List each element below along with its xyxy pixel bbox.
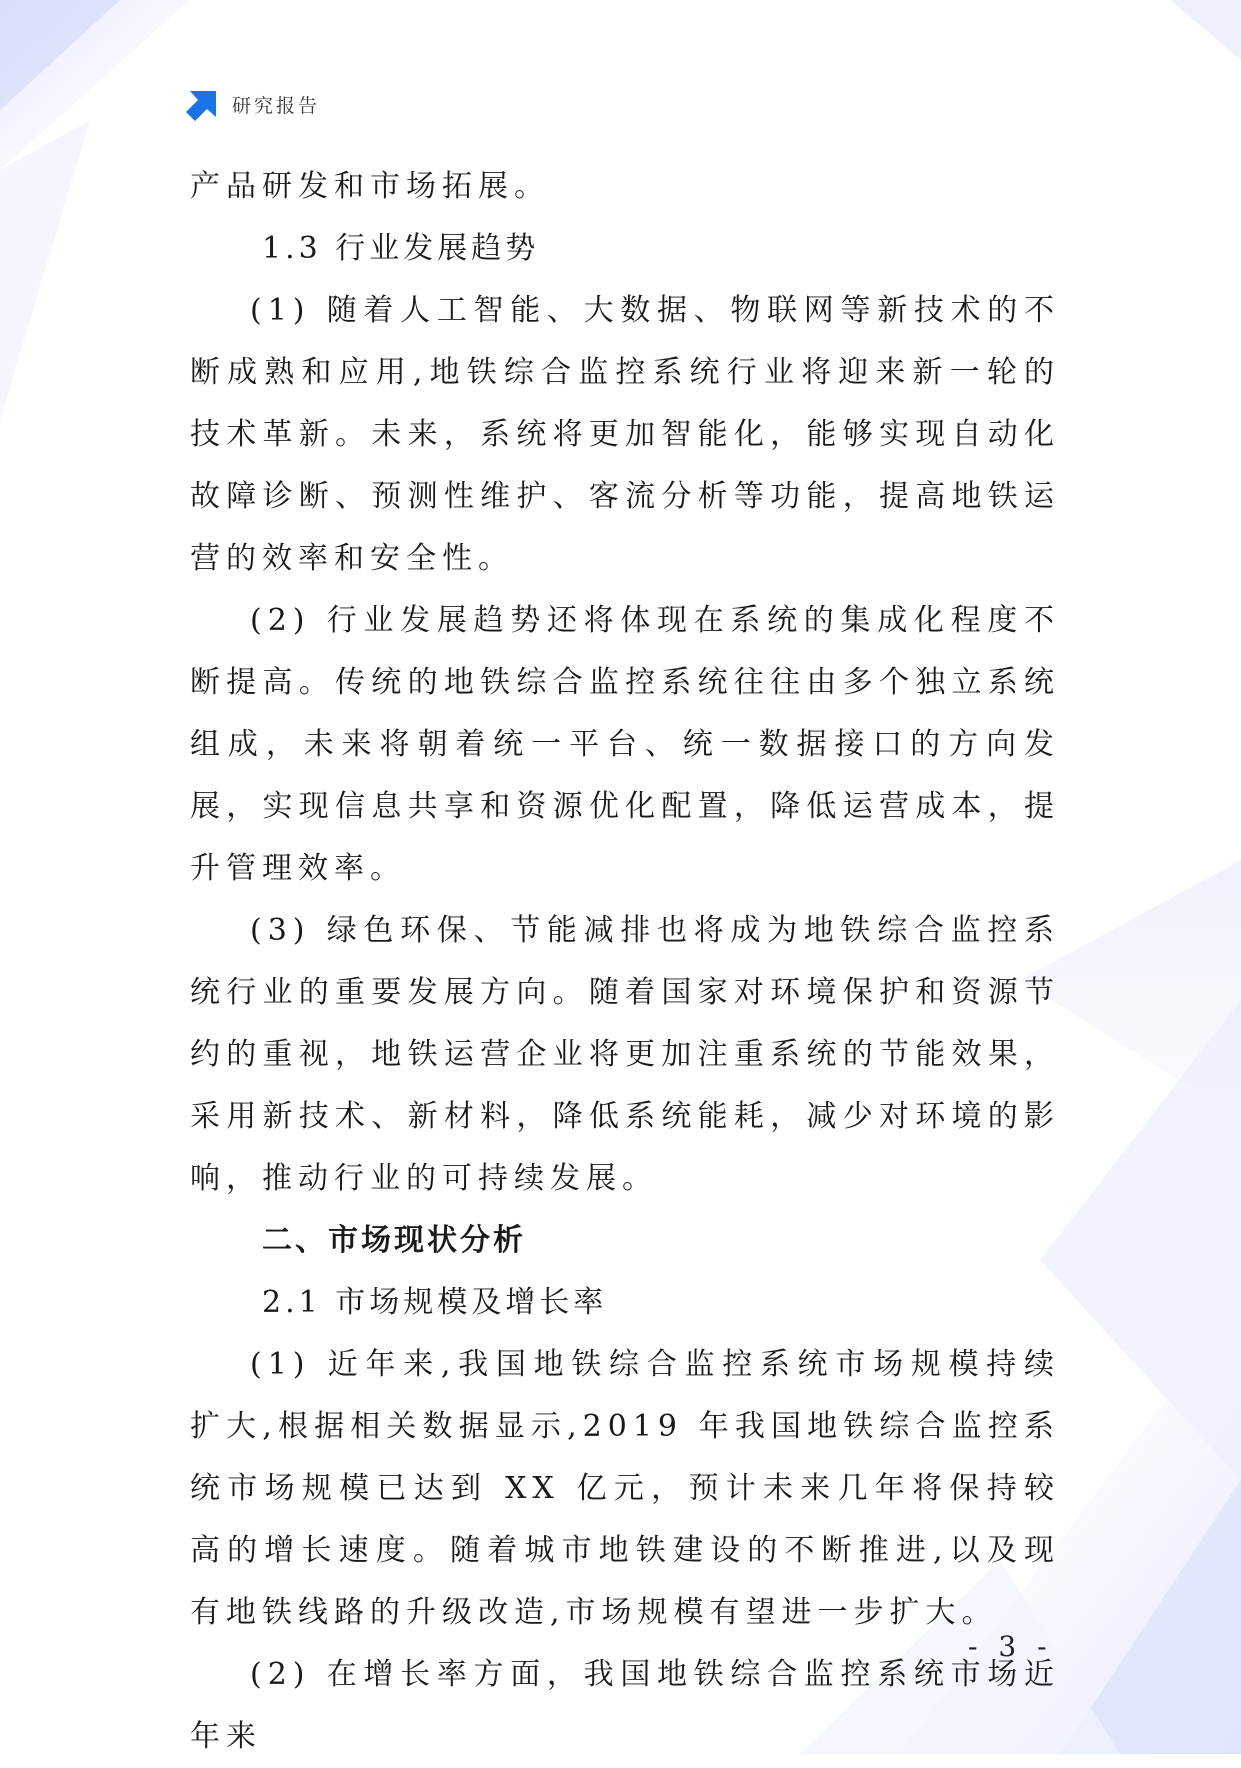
report-header-title: 研究报告 [232,94,321,117]
section-heading-2-1: 2.1 市场规模及增长率 [262,1285,608,1320]
paragraph-continuation: 产品研发和市场拓展。 [190,169,550,204]
report-header [186,88,320,120]
paragraph-trend-2: (2) 行业发展趋势还将体现在系统的集成化程度不断提高。传统的地铁综合监控系统往往由多个独立系统组成，未来将朝着统一平台、统一数据接口的方向发展，实现信息共享和资源优化配置，降低运营成本，提升管理效率。 [190,603,1060,886]
paragraph-market-2: (2) 在增长率方面，我国地铁综合监控系统市场近年来 [190,1657,1060,1754]
arrow-up-right-icon [186,87,220,121]
paragraph-market-1: (1) 近年来,我国地铁综合监控系统市场规模持续扩大,根据相关数据显示,2019 年我国地铁综合监控系统市场规模已达到 XX 亿元，预计未来几年将保持较高的增长速度。随着城市地铁建设的不断推进,以及现有地铁线路的升级改造,市场规模有望进一步扩大。 [190,1347,1060,1630]
page-number: - 3 - [968,1630,1053,1663]
section-heading-1-3: 1.3 行业发展趋势 [262,231,540,266]
chapter-heading-2: 二、市场现状分析 [262,1223,526,1258]
paragraph-trend-3: (3) 绿色环保、节能减排也将成为地铁综合监控系统行业的重要发展方向。随着国家对环境保护和资源节约的重视，地铁运营企业将更加注重系统的节能效果，采用新技术、新材料，降低系统能耗，减少对环境的影响，推动行业的可持续发展。 [190,913,1060,1196]
report-body [190,156,1060,1768]
paragraph-trend-1: (1) 随着人工智能、大数据、物联网等新技术的不断成熟和应用,地铁综合监控系统行业将迎来新一轮的技术革新。未来，系统将更加智能化，能够实现自动化故障诊断、预测性维护、客流分析等功能，提高地铁运营的效率和安全性。 [190,293,1060,576]
